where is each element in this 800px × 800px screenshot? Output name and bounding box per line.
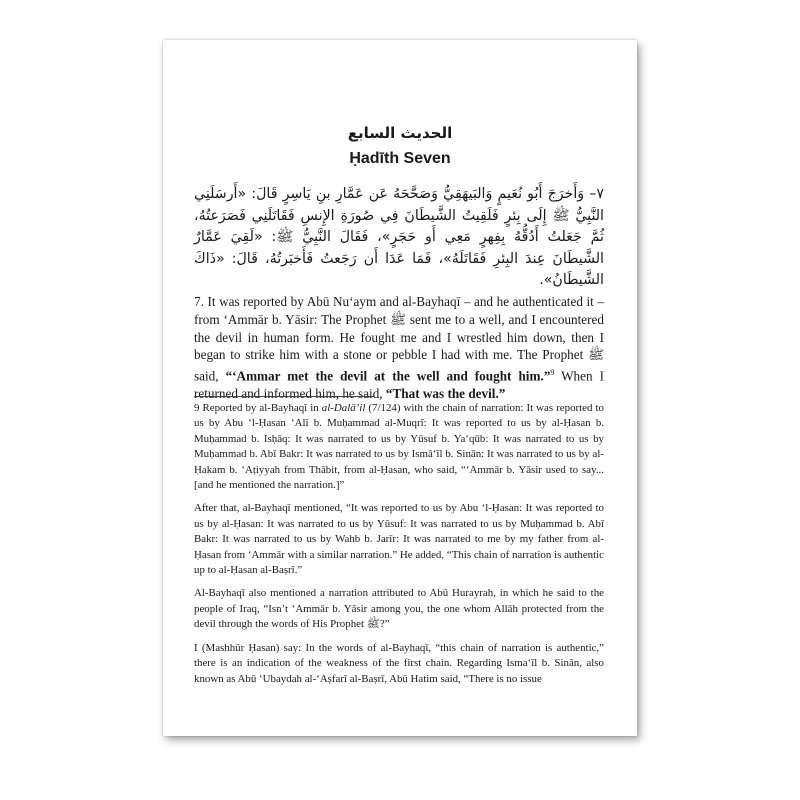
footnote-divider [194,396,374,397]
translation-text: 7. It was reported by Abū Nu‘aym and al-Bayhaqī – and he authenticated it – from ‘Ammār b. Yāsir: The Prophet ﷺ sent me to a well, and I encountered the devil in human form. He fought me and I wrestled him down, then I began to strike him with a stone or pebble I had with me. The Prophet ﷺ said, [194,294,604,384]
footnote-text: 9 Reported by al-Bayhaqī in [194,402,322,414]
prophet-quote: “‘Ammar met the devil at the well and fought him.” [225,368,551,384]
arabic-paragraph: ٧– وَأَخرَجَ أَبُو نُعَيمٍ وَالبَيهَقِيُّ وَصَحَّحَهُ عَن عَمَّارِ بنِ يَاسِرٍ قَالَ: «أَرسَلَنِي النَّبِيُّ ﷺ إِلَى بِئرٍ فَلَقِيتُ الشَّيطَانَ فِي صُورَةِ الإِنسِ فَقَاتَلَنِي فَصَرَعتُهُ، ثُمَّ جَعَلتُ أَدُقُّهُ بِفِهرٍ مَعِي أَو حَجَرٍ»، فَقَالَ النَّبِيُّ ﷺ: «لَقِيَ عَمَّارٌ الشَّيطَانَ عِندَ البِئرِ فَقَاتَلَهُ»، فَمَا عَدَا أَن رَجَعتُ فَأَخبَرتُهُ، قَالَ: «ذَاكَ الشَّيطَانُ». [194,186,604,288]
footnote-paragraph-4: I (Mashhūr Ḥasan) say: In the words of al-Bayhaqī, “this chain of narration is authentic,” there is an indication of the weakness of the first chain. Regarding Isma‘īl b. Sinān, also known as Abū ‘Ubaydah al-‘Aṣfarī al-Baṣrī, Abū Hatim said, “There is no issue [194,641,604,685]
footnote-paragraph-2: After that, al-Bayhaqī mentioned, “It was reported to us by Abu ‘l-Ḥasan: It was reported to us by al-Ḥasan: It was narrated to us by Yūsuf: It was narrated to us by Muḥammad b. Abī Bakr: It was narrated to us by Wahb b. Jarīr: It was narrated to me by my father from al-Ḥasan from ‘Ammār with a similar narration.” He added, “This chain of narration is authentic up to al-Ḥasan al-Baṣrī.” [194,502,604,577]
arabic-hadith-text [194,184,604,292]
footnotes-section [194,401,604,695]
translation-text-cont: When I returned and informed him, he said, [194,368,604,402]
translation-paragraph [194,293,604,403]
english-heading: Ḥadīth Seven [349,150,451,167]
book-page [163,40,637,736]
english-translation [194,293,604,403]
prophet-quote-2: “That was the devil.” [385,386,506,402]
footnote-marker: 9 [550,368,555,378]
footnote-paragraph-3: Al-Bayhaqī also mentioned a narration attributed to Abū Hurayrah, in which he said to the people of Iraq, “Isn’t ‘Ammār b. Yāsir among you, the one whom Allāh protected from the devil through the words of His Prophet ﷺ?” [194,587,604,631]
arabic-heading: الحديث السابع [347,124,453,142]
footnote-9 [194,401,604,493]
book-title: al-Dalā’il [321,402,366,414]
footnote-text-rest: (7/124) with the chain of narration: It was reported to us by Abu ‘l-Ḥasan ‘Alī b. Muḥammad al-Muqrī: It was reported to us by al-Ḥasan b. Muḥammad b. Isḥāq: It was narrated to us by Yūsuf b. Ya‘qūb: It was narrated to us by Muḥammad b. Abī Bakr: It was narrated to us by Ismā‘īl b. Sinān: It was narrated to us by al-Ḥakam b. ‘Aṭiyyah from Thābit, from al-Ḥasan, who said, “‘Ammār b. Yāsir used to say... [and he mentioned the narration.]” [194,402,604,492]
